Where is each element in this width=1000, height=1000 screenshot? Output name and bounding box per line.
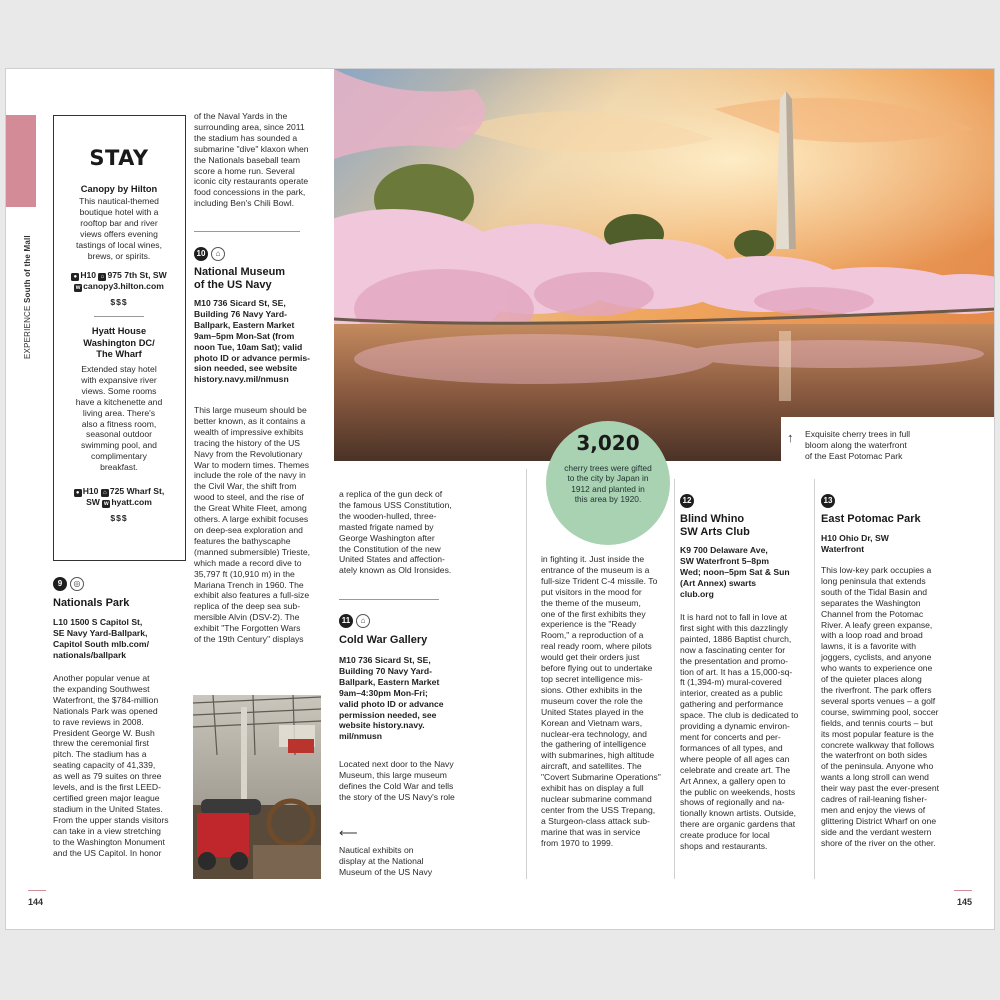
web-icon: w [103,501,109,507]
arrow-left-icon: ⟵ [339,825,358,840]
stay-title: STAY [89,146,149,170]
entry-text-nationals: Another popular venue at the expanding Southwest Waterfront, the $784-million Nationals Park was opened to rave reviews in 2008. President George W. Bush threw the ceremonial first pitch. The stadium has a seating capacity of 41,339, as well as 79 suites on three levels, and is the first LEED- certified green major league stadium in the United States. From the upper stands visitors can take in a view stretching to the Washington Monument and the US Capitol. In honor [53,673,169,858]
entry-title-nationals: Nationals Park [53,597,130,609]
price-canopy: $$$ [110,297,128,307]
entry-title-east-potomac: East Potomac Park [821,513,921,525]
hotel-info-canopy: ● H10 ⌂ 975 7th St, SW w canopy3.hilton.com [54,270,184,292]
entry-title-cold-war: Cold War Gallery [339,634,428,646]
hero-caption: Exquisite cherry trees in full bloom along the waterfront of the East Potomac Park [805,429,911,461]
area-name: South of the Mall [23,235,32,303]
column-divider [814,479,815,879]
book-spread [5,68,995,930]
entry-info-nationals: L10 1500 S Capitol St, SE Navy Yard-Ballpark, Capitol South mlb.com/ nationals/ballpark [53,617,149,660]
section-tab [6,115,36,207]
section-label [23,235,32,359]
entry-info-east-potomac: H10 Ohio Dr, SW Waterfront [821,533,889,554]
navy-museum-text-continued: a replica of the gun deck of the famous USS Constitution, the wooden-hulled, three- masted frigate named by George Washington after the Constitution of the new United States and affection- ately known as Old Ironsides. [339,489,452,576]
hotel-desc-hyatt: Extended stay hotel with expansive river views. Some rooms have a kitchenette and living area. There's also a fitness room, seasonal outdoor swimming pool, and complimentary breakfast. [75,364,163,473]
entry-text-cold-war: Located next door to the Navy Museum, this large museum defines the Cold War and tells the story of the US Navy's role [339,759,455,802]
navy-museum-photo [193,695,321,879]
web-icon: w [75,285,81,291]
section-name: EXPERIENCE [23,305,32,359]
cold-war-text-continued: in fighting it. Just inside the entrance of the museum is a full-size Trident C-4 missile. To put visitors in the mood for the theme of the museum, one of the first exhibits they experience is the "Ready Room," a reproduction of a real ready room, where pilots would get their orders just before flying out to undertake top secret intelligence mis- sions. Other exhibits in the museum cover the role the United States played in the Korean and Vietnam wars, nuclear-era technology, and the gathering of intelligence with submarines, high altitude aircraft, and satellites. The "Covert Submarine Operations" exhibit has on display a full nuclear submarine command center from the USS Trepang, a Sturgeon-class attack sub- marine that was in service from 1970 to 1999. [541,554,661,848]
page-accent-right [954,890,972,892]
entry-info-navy-museum: M10 736 Sicard St, SE, Building 76 Navy Yard- Ballpark, Eastern Market 9am–5pm Mon-Sat (from noon Tue, 10am Sat); valid photo ID or advance permis- sion needed, see website history.navy.mil/nmusn [194,298,311,385]
entry-title-navy-museum: National Museum of the US Navy [194,266,286,291]
photo-caption-ship: Nautical exhibits on display at the National Museum of the US Navy [339,845,433,877]
entry-number-9: 9 [53,577,67,591]
sports-icon: ◎ [70,577,84,591]
entry-number-12: 12 [680,494,694,508]
entry-info-cold-war: M10 736 Sicard St, SE, Building 70 Navy Yard- Ballpark, Eastern Market 9am–4:30pm Mon-Fri; valid photo ID or advance permission needed, see website history.navy. mil/nmusn [339,655,444,742]
entry-number-11: 11 [339,614,353,628]
entry-text-east-potomac: This low-key park occupies a long peninsula that extends south of the Tidal Basin and separates the Washington Channel from the Potomac River. A leafy green expanse, with a loop road and broad lawns, it is a favorite with joggers, cyclists, and anyone who wants to experience one of the quieter places along the riverfront. The park offers several sports venues – a golf course, swimming pool, soccer fields, and tennis courts – but its most popular feature is the concrete walkway that follows the waterfront on both sides of the peninsula. Anyone who wants a long stroll can wend their way past the ever-present cadres of rail-leaning fisher- men and enjoy the views of glittering District Wharf on one side and the verdant western shore of the river on the other. [821,565,939,848]
entry-text-blind-whino: It is hard not to fall in love at first sight with this dazzlingly painted, 1886 Baptist church, now a fascinating center for the presentation and promo- tion of art. It has a 15,000-sq- ft (1,394-m) mural-covered interior, created as a public gathering and performance space. The club is dedicated to providing a dynamic environ- ment for concerts and per- formances of all types, and where people of all ages can celebrate and create art. The Art Annex, a gallery open to the public on weekends, hosts shows of regionally and na- tionally known artists. Outside, there are organic gardens that create produce for local shops and restaurants. [680,612,799,852]
entry-text-navy-museum: This large museum should be better known, as it contains a wealth of impressive exhibits tracing the history of the US Navy from the Revolutionary War to modern times. Themes include the role of the navy in the Civil War, the shift from wood to steel, and the rise of the Great White Fleet, among others. A large exhibit focuses on deep-sea exploration and features the bathyscaphe (manned submersible) Trieste, which made a record dive to 35,797 ft (10,910 m) in the Mariana Trench in 1960. The exhibit also features a full-size replica of the deep sea sub- mersible Alvin (DSV-2). The exhibit "The Forgotten Wars of the 19th Century" displays [194,405,311,645]
museum-icon: ⌂ [211,247,225,261]
map-pin-icon: ● [71,273,79,281]
home-icon: ⌂ [98,273,106,281]
museum-icon: ⌂ [356,614,370,628]
hotel-info-hyatt: ● H10 ⌂ 725 Wharf St, SW w hyatt.com [54,486,184,508]
stay-box [53,115,186,561]
cherry-blossom-photo [334,69,995,461]
column-divider [526,469,527,879]
entry-number-10: 10 [194,247,208,261]
column-divider [674,479,675,879]
stat-text: cherry trees were gifted to the city by Japan in 1912 and planted in this area by 1920. [564,463,652,505]
divider [94,316,144,317]
hotel-desc-canopy: This nautical-themed boutique hotel with a rooftop bar and river views offers evening tastings of local wines, brews, or spirits. [76,196,162,261]
hero-caption-box [781,417,995,463]
nationals-text-continued: of the Naval Yards in the surrounding area, since 2011 the stadium has sounded a submarine "dive" klaxon when the Nationals baseball team score a home run. Several iconic city restaurants operate food concessions in the park, including Ben's Chili Bowl. [194,111,309,209]
divider [339,599,439,600]
map-pin-icon: ● [74,489,82,497]
entry-number-13: 13 [821,494,835,508]
stat-number: 3,020 [576,431,640,455]
stat-circle [546,421,670,545]
hotel-name-canopy: Canopy by Hilton [80,184,158,194]
page-accent-left [28,890,46,892]
price-hyatt: $$$ [110,513,128,523]
hotel-name-hyatt: Hyatt House Washington DC/ The Wharf [83,326,155,359]
divider [194,231,300,232]
arrow-up-icon: ↑ [787,430,794,445]
entry-info-blind-whino: K9 700 Delaware Ave, SW Waterfront 5–8pm Wed; noon–5pm Sat & Sun (Art Annex) swarts club.org [680,545,790,599]
home-icon: ⌂ [101,489,109,497]
entry-title-blind-whino: Blind Whino SW Arts Club [680,513,750,538]
page-number-left: 144 [28,897,44,907]
page-number-right: 145 [956,897,972,907]
